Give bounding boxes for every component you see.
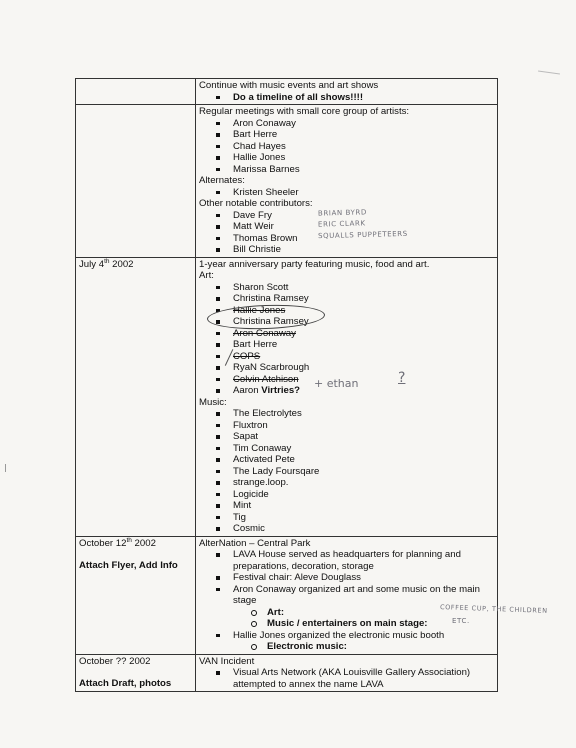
list-item: Christina Ramsey	[199, 293, 494, 305]
details-cell	[196, 79, 498, 105]
text-line: AlterNation – Central Park	[199, 537, 311, 549]
list-item: Chad Hayes	[199, 141, 494, 153]
text-line: Alternates:	[199, 175, 245, 186]
list-item: Aron Conaway	[199, 118, 494, 130]
date-note: Attach Flyer, Add Info	[79, 560, 178, 571]
list-item: LAVA House served as headquarters for planning and preparations, decoration, storage	[199, 549, 494, 572]
text-line: Music:	[199, 396, 227, 408]
handwritten-note: + ethan	[314, 377, 359, 390]
date-cell	[76, 79, 196, 105]
table-row	[76, 654, 498, 692]
list-item: Tig	[199, 512, 494, 524]
handwritten-note: BRIAN BYRD	[317, 208, 368, 218]
date-cell	[76, 536, 196, 654]
text-line: VAN Incident	[199, 655, 255, 667]
list-item: Electronic music:	[199, 641, 494, 653]
list-item: Christina Ramsey	[199, 316, 494, 328]
handwritten-note: ETC.	[452, 617, 470, 625]
list-item: Kristen Sheeler	[199, 187, 494, 199]
list-item: The Lady Foursqare	[199, 466, 494, 478]
details-cell	[196, 536, 498, 654]
list-item: COPS	[199, 351, 494, 363]
list-item: Hallie Jones	[199, 305, 494, 317]
table-row	[76, 105, 498, 258]
list-item: Dave Fry	[199, 210, 494, 222]
handwritten-note: ?	[398, 370, 406, 386]
date-cell	[76, 105, 196, 258]
list-item: strange.loop.	[199, 477, 494, 489]
date-note: Attach Draft, photos	[79, 678, 172, 689]
date-cell	[76, 654, 196, 692]
list-item: Mint	[199, 500, 494, 512]
table-row	[76, 536, 498, 654]
text-line: Continue with music events and art shows	[199, 80, 379, 91]
list-item: Matt Weir	[199, 221, 494, 233]
list-item: Logicide	[199, 489, 494, 501]
list-item: Bill Christie	[199, 244, 494, 256]
list-item: Visual Arts Network (AKA Louisville Gallery Association) attempted to annex the name LAVA	[199, 667, 494, 690]
list-item: Festival chair: Aleve Douglass	[199, 572, 494, 584]
list-item: Colvin Atchison	[199, 374, 494, 386]
list-item: Aaron Virtries?	[199, 385, 494, 397]
list-item: Bart Herre	[199, 129, 494, 141]
list-item: Tim Conaway	[199, 443, 494, 455]
date-text: October ?? 2002	[79, 655, 151, 667]
date-text: October 12th 2002	[79, 536, 156, 549]
handwritten-note: SQUALLS PUPPETEERS	[317, 229, 408, 241]
handwritten-note: ERIC CLARK	[317, 219, 366, 229]
list-item: Sapat	[199, 431, 494, 443]
date-cell	[76, 257, 196, 536]
details-cell	[196, 257, 498, 536]
list-item: RyaN Scarbrough	[199, 362, 494, 374]
text-line: Regular meetings with small core group of artists:	[199, 106, 410, 117]
text-line: Other notable contributors:	[199, 198, 313, 209]
list-item: Aron Conaway	[199, 328, 494, 340]
handwritten-note: COFFEE CUP, THE CHILDREN	[439, 603, 548, 615]
list-item: Sharon Scott	[199, 282, 494, 294]
list-item: Aron Conaway organized art and some music on the main stage Art: Music / entertainers on main stage:	[199, 584, 494, 630]
list-item: Fluxtron	[199, 420, 494, 432]
list-item: Cosmic	[199, 523, 494, 535]
list-item: Do a timeline of all shows!!!!	[199, 92, 494, 104]
text-line: Art:	[199, 270, 214, 281]
list-item: Marissa Barnes	[199, 164, 494, 176]
table-row	[76, 79, 498, 105]
timeline-table	[75, 78, 498, 692]
list-item: Thomas Brown	[199, 233, 494, 245]
date-text: July 4th 2002	[79, 257, 134, 270]
list-item: Hallie Jones	[199, 152, 494, 164]
page-mark	[538, 70, 560, 74]
table-row	[76, 257, 498, 536]
list-item: Art:	[199, 607, 494, 619]
page-mark	[5, 464, 6, 472]
list-item: Hallie Jones organized the electronic music booth Electronic music:	[199, 630, 494, 653]
list-item: Music / entertainers on main stage:	[199, 618, 494, 630]
list-item: Activated Pete	[199, 454, 494, 466]
list-item: The Electrolytes	[199, 408, 494, 420]
list-item: Bart Herre	[199, 339, 494, 351]
text-line: 1-year anniversary party featuring music, food and art.	[199, 258, 430, 270]
details-cell	[196, 654, 498, 692]
